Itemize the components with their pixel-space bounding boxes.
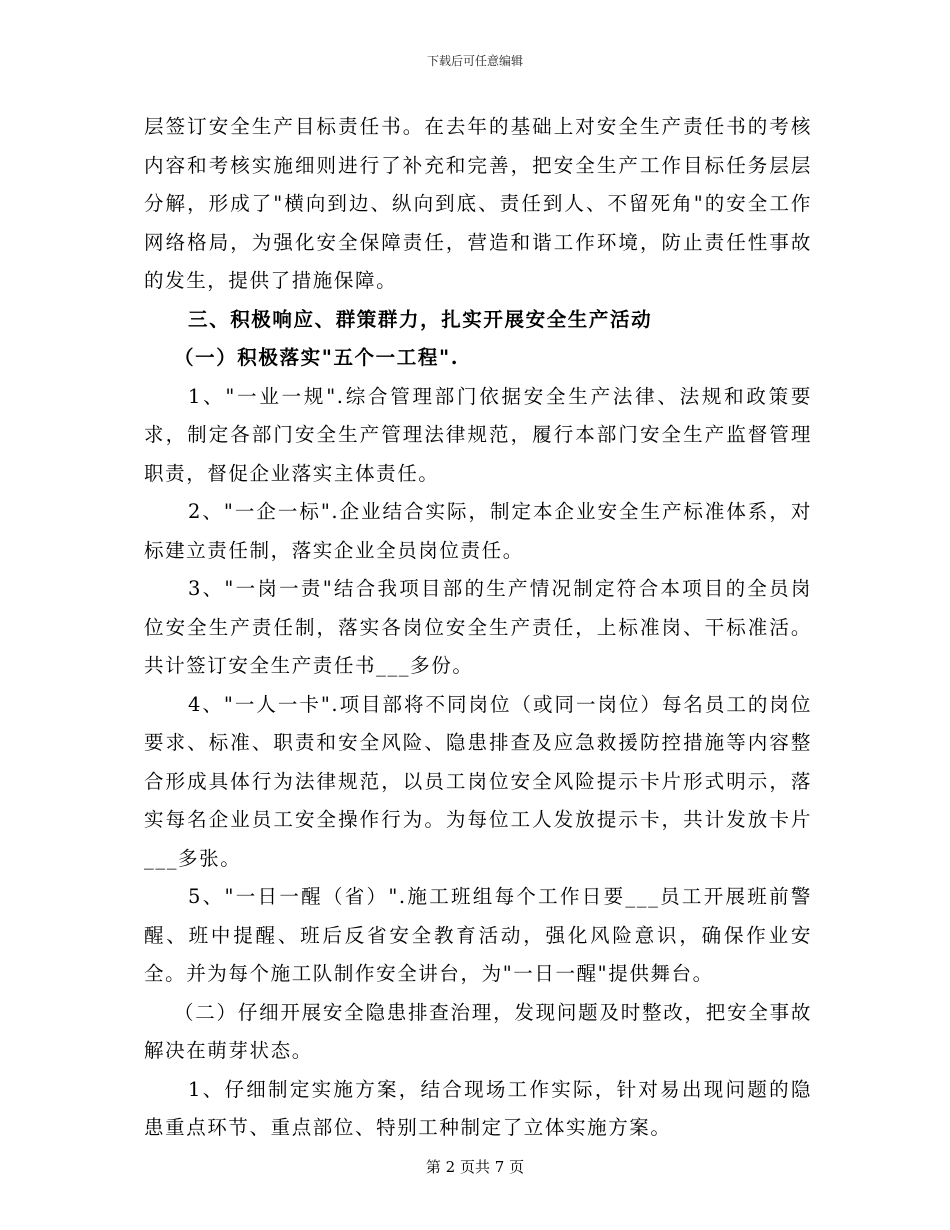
paragraph-item-2: 2、"一企一标".企业结合实际，制定本企业安全生产标准体系，对标建立责任制，落实企业全员岗位责任。 <box>144 500 812 562</box>
section-heading-three: 三、积极响应、群策群力，扎实开展安全生产活动 <box>188 307 653 331</box>
page-header: 下载后可任意编辑 <box>426 54 523 68</box>
paragraph-item-3: 3、"一岗一责"结合我项目部的生产情况制定符合本项目的全员岗位安全生产责任制，落实各岗位安全生产责任，上标准岗、干标准活。共计签订安全生产责任书___多份。 <box>144 577 812 677</box>
paragraph-item-4: 4、"一人一卡".项目部将不同岗位（或同一岗位）每名员工的岗位要求、标准、职责和安全风险、隐患排查及应急救援防控措施等内容整合形成具体行为法律规范，以员工岗位安全风险提示卡片形式明示，落实每名企业员工安全操作行为。为每位工人发放提示卡，共计发放卡片___多张。 <box>144 692 812 870</box>
paragraph-sub-item-1: 1、仔细制定实施方案，结合现场工作实际，针对易出现问题的隐患重点环节、重点部位、特别工种制定了立体实施方案。 <box>144 1077 812 1139</box>
subsection-heading-two: （二）仔细开展安全隐患排查治理，发现问题及时整改，把安全事故解决在萌芽状态。 <box>144 1000 812 1062</box>
document-body <box>144 108 812 1148</box>
paragraph-item-1: 1、"一业一规".综合管理部门依据安全生产法律、法规和政策要求，制定各部门安全生产管理法律规范，履行本部门安全生产监督管理职责，督促企业落实主体责任。 <box>144 384 812 485</box>
paragraph-item-5: 5、"一日一醒（省）".施工班组每个工作日要___员工开展班前警醒、班中提醒、班后反省安全教育活动，强化风险意识，确保作业安全。并为每个施工队制作安全讲台，为"一日一醒"提供舞台。 <box>144 885 812 985</box>
paragraph-responsibility: 层签订安全生产目标责任书。在去年的基础上对安全生产责任书的考核内容和考核实施细则进行了补充和完善，把安全生产工作目标任务层层分解，形成了"横向到边、纵向到底、责任到人、不留死角"的安全工作网络格局，为强化安全保障责任，营造和谐工作环境，防止责任性事故的发生，提供了措施保障。 <box>144 115 812 292</box>
page-footer: 第 2 页共 7 页 <box>425 1158 525 1176</box>
subsection-heading-one: （一）积极落实"五个一工程". <box>174 346 460 369</box>
